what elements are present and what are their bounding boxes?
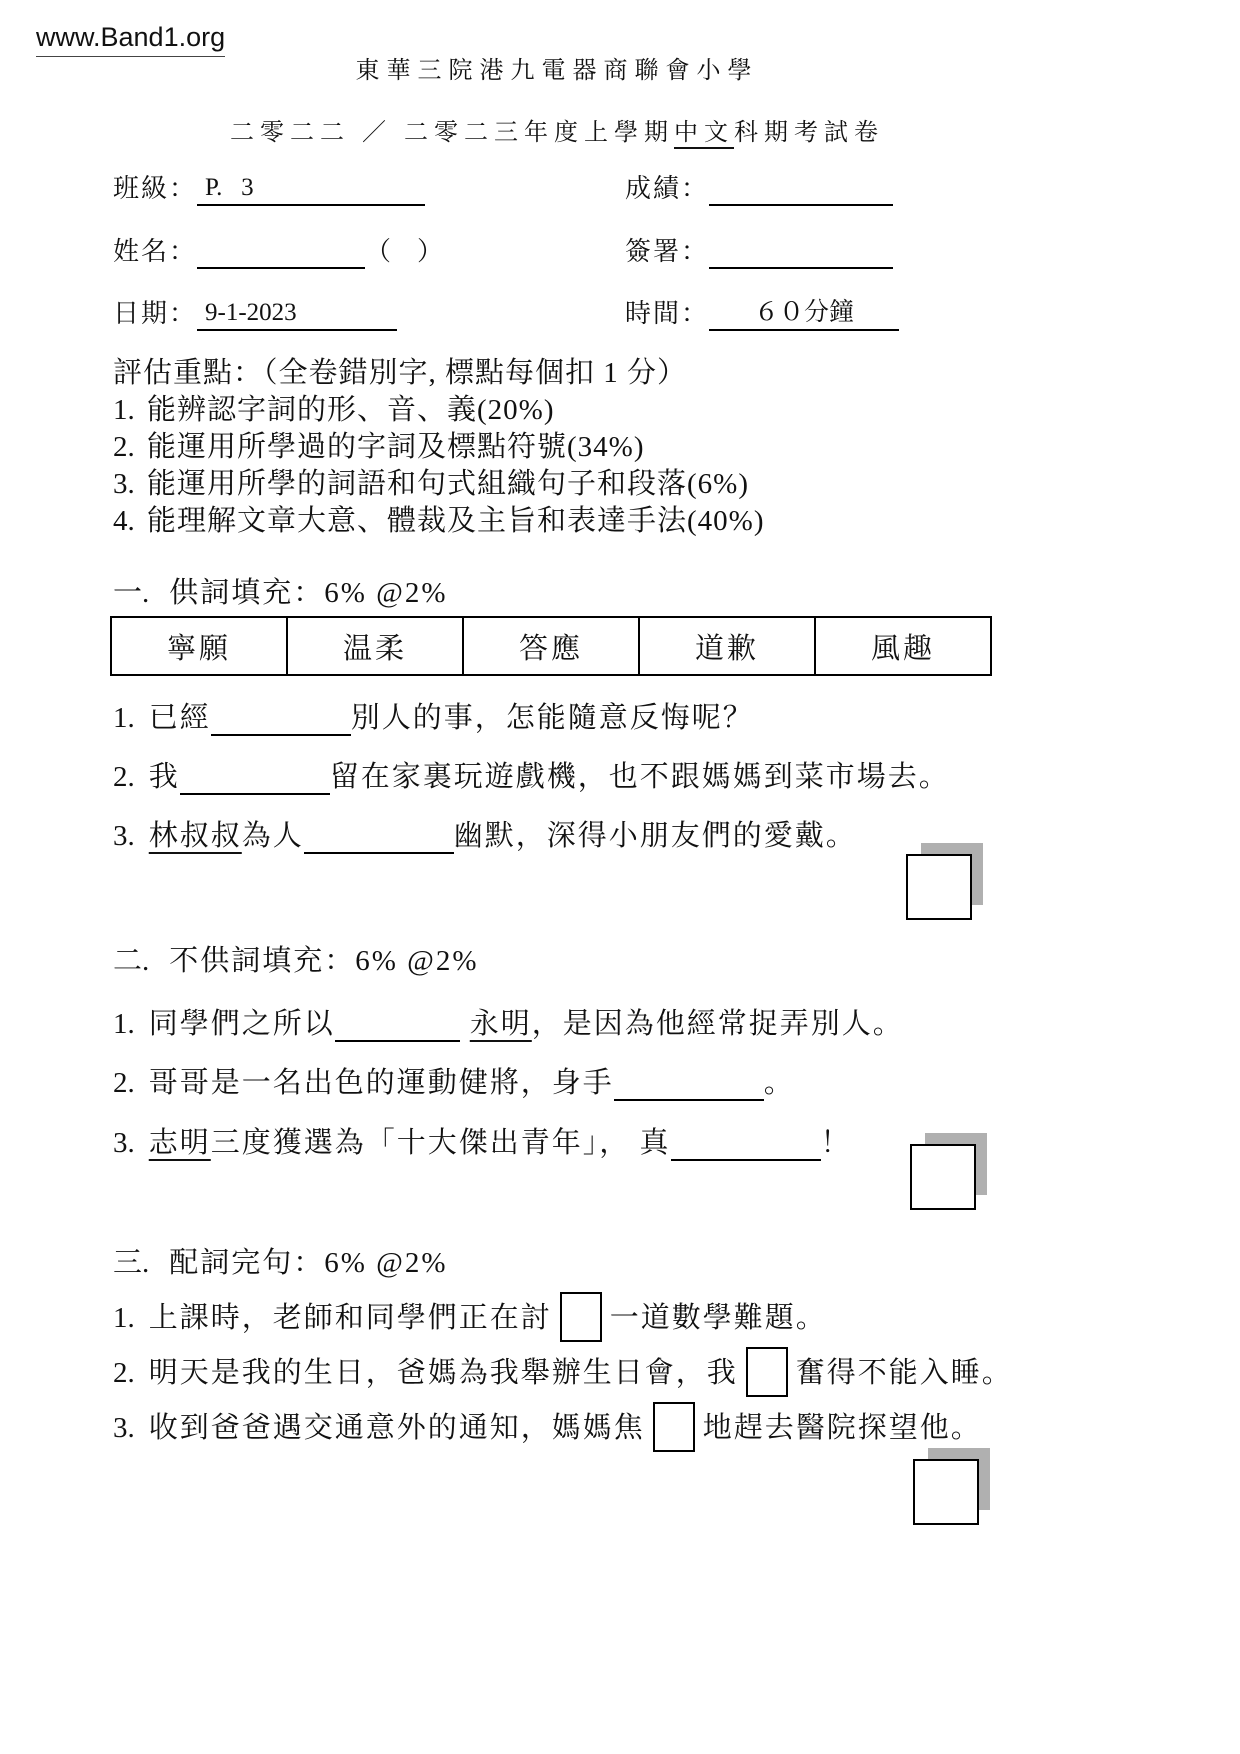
date-field	[113, 295, 397, 331]
inline-answer-box[interactable]	[560, 1292, 602, 1342]
word-bank-table	[110, 616, 992, 676]
section-two-number: 二.	[113, 945, 150, 977]
question-text-post: 留在家裏玩遊戲機，也不跟媽媽到菜市場去。	[329, 761, 950, 793]
assessment-item	[113, 503, 764, 540]
class-field	[113, 170, 425, 206]
assessment-item-text: 能理解文章大意、體裁及主旨和表達手法(40%)	[147, 505, 765, 537]
question-number: 1.	[113, 1302, 135, 1334]
assessment-item-number: 2.	[113, 431, 135, 463]
word-bank-cell: 答應	[463, 617, 639, 675]
date-label: 日期：	[113, 299, 198, 328]
section-three-title: 配詞完句：6% @2%	[169, 1247, 448, 1279]
exam-subject-underlined: 中文	[674, 120, 734, 146]
exam-title	[0, 112, 1114, 147]
word-bank-cell: 風趣	[815, 617, 991, 675]
question-line	[113, 1001, 904, 1042]
date-value: 9-1-2023	[205, 299, 297, 326]
score-box	[906, 843, 983, 920]
question-line	[113, 1350, 1013, 1400]
name-paren: （ ）	[365, 237, 444, 266]
question-number: 3.	[113, 1412, 135, 1444]
exam-title-pre: 二零二二 ／ 二零二三年度上學期	[230, 120, 674, 146]
name-label: 姓名：	[113, 237, 198, 266]
answer-blank[interactable]	[304, 816, 454, 854]
score-input-square[interactable]	[910, 1144, 976, 1210]
assessment-item-text: 能運用所學的詞語和句式組織句子和段落(6%)	[147, 468, 749, 500]
section-one-title: 供詞填充：6% @2%	[169, 577, 448, 609]
section-three-number: 三.	[113, 1247, 150, 1279]
section-three-heading	[113, 1240, 448, 1281]
question-line	[113, 695, 754, 736]
question-text-post: 別人的事，怎能隨意反悔呢？	[350, 702, 754, 734]
question-number: 1.	[113, 702, 135, 734]
question-line	[113, 1120, 852, 1161]
question-text-pre: 哥哥是一名出色的運動健將，身手	[148, 1067, 614, 1099]
question-text-post: ，是因為他經常捉弄別人。	[531, 1008, 904, 1040]
assessment-item-number: 3.	[113, 468, 135, 500]
question-text-post: 幽默，深得小朋友們的愛戴。	[453, 820, 857, 852]
assessment-block	[113, 355, 764, 540]
question-number: 2.	[113, 1357, 135, 1389]
signature-input-line[interactable]	[709, 233, 893, 269]
question-text-pre: 上課時，老師和同學們正在討	[148, 1302, 552, 1334]
signature-field	[625, 233, 893, 269]
score-label: 成績：	[625, 174, 710, 203]
question-text-pre: 已經	[148, 702, 211, 734]
question-number: 1.	[113, 1008, 135, 1040]
question-line	[113, 754, 950, 795]
inline-answer-box[interactable]	[653, 1402, 695, 1452]
watermark: www.Band1.org	[36, 22, 225, 57]
underlined-name: 林叔叔	[148, 820, 242, 852]
class-label: 班級：	[113, 174, 198, 203]
time-value: ６０分鐘	[754, 299, 855, 326]
question-text-post: 奮得不能入睡。	[795, 1357, 1013, 1389]
time-field	[625, 295, 899, 331]
question-line	[113, 1295, 827, 1345]
question-text-pre: 同學們之所以	[148, 1008, 335, 1040]
class-input-line[interactable]	[197, 170, 425, 206]
assessment-item-number: 1.	[113, 394, 135, 426]
section-two-title: 不供詞填充：6% @2%	[169, 945, 479, 977]
question-text-post: ！	[820, 1127, 852, 1159]
answer-blank[interactable]	[211, 698, 351, 736]
assessment-item	[113, 392, 764, 429]
question-line	[113, 1060, 795, 1101]
assessment-item	[113, 429, 764, 466]
underlined-name: 志明	[148, 1127, 211, 1159]
underlined-name: 永明	[469, 1008, 532, 1040]
question-text-pre: 明天是我的生日，爸媽為我舉辦生日會，我	[148, 1357, 738, 1389]
school-name: 東華三院港九電器商聯會小學	[355, 58, 759, 84]
answer-blank[interactable]	[614, 1063, 764, 1101]
class-value: P. 3	[205, 174, 254, 201]
signature-label: 簽署：	[625, 237, 710, 266]
score-box	[913, 1448, 990, 1525]
question-number: 2.	[113, 1067, 135, 1099]
question-line	[113, 813, 857, 854]
score-input-line[interactable]	[709, 170, 893, 206]
section-two-heading	[113, 938, 479, 979]
question-text-mid: 三度獲選為「十大傑出青年」， 真	[210, 1127, 671, 1159]
word-bank-cell: 温柔	[287, 617, 463, 675]
exam-title-post: 科期考試卷	[734, 120, 884, 146]
question-line	[113, 1405, 982, 1455]
question-number: 3.	[113, 1127, 135, 1159]
question-text-pre: 收到爸爸遇交通意外的通知，媽媽焦	[148, 1412, 645, 1444]
section-one-heading	[113, 570, 448, 611]
assessment-item-text: 能運用所學過的字詞及標點符號(34%)	[147, 431, 645, 463]
section-one-number: 一.	[113, 577, 150, 609]
score-input-square[interactable]	[913, 1459, 979, 1525]
time-label: 時間：	[625, 299, 710, 328]
answer-blank[interactable]	[671, 1123, 821, 1161]
question-text-post: 地趕去醫院探望他。	[702, 1412, 982, 1444]
question-text-mid: 為人	[241, 820, 304, 852]
date-input-line[interactable]	[197, 295, 397, 331]
question-number: 3.	[113, 820, 135, 852]
score-box	[910, 1133, 987, 1210]
time-input-line[interactable]	[709, 295, 899, 331]
assessment-heading: 評估重點：（全卷錯別字, 標點每個扣 1 分）	[113, 357, 688, 389]
inline-answer-box[interactable]	[746, 1347, 788, 1397]
question-text-post: 。	[763, 1067, 795, 1099]
assessment-item-number: 4.	[113, 505, 135, 537]
answer-blank[interactable]	[180, 757, 330, 795]
question-text-pre: 我	[148, 761, 180, 793]
name-input-line[interactable]	[197, 233, 365, 269]
name-field	[113, 233, 443, 269]
word-bank-row	[111, 617, 991, 675]
question-number: 2.	[113, 761, 135, 793]
score-field	[625, 170, 893, 206]
score-input-square[interactable]	[906, 854, 972, 920]
assessment-item	[113, 466, 764, 503]
word-bank-cell: 寧願	[111, 617, 287, 675]
assessment-item-text: 能辨認字詞的形、音、義(20%)	[147, 394, 555, 426]
answer-blank[interactable]	[335, 1004, 460, 1042]
question-text-post: 一道數學難題。	[609, 1302, 827, 1334]
word-bank-cell: 道歉	[639, 617, 815, 675]
